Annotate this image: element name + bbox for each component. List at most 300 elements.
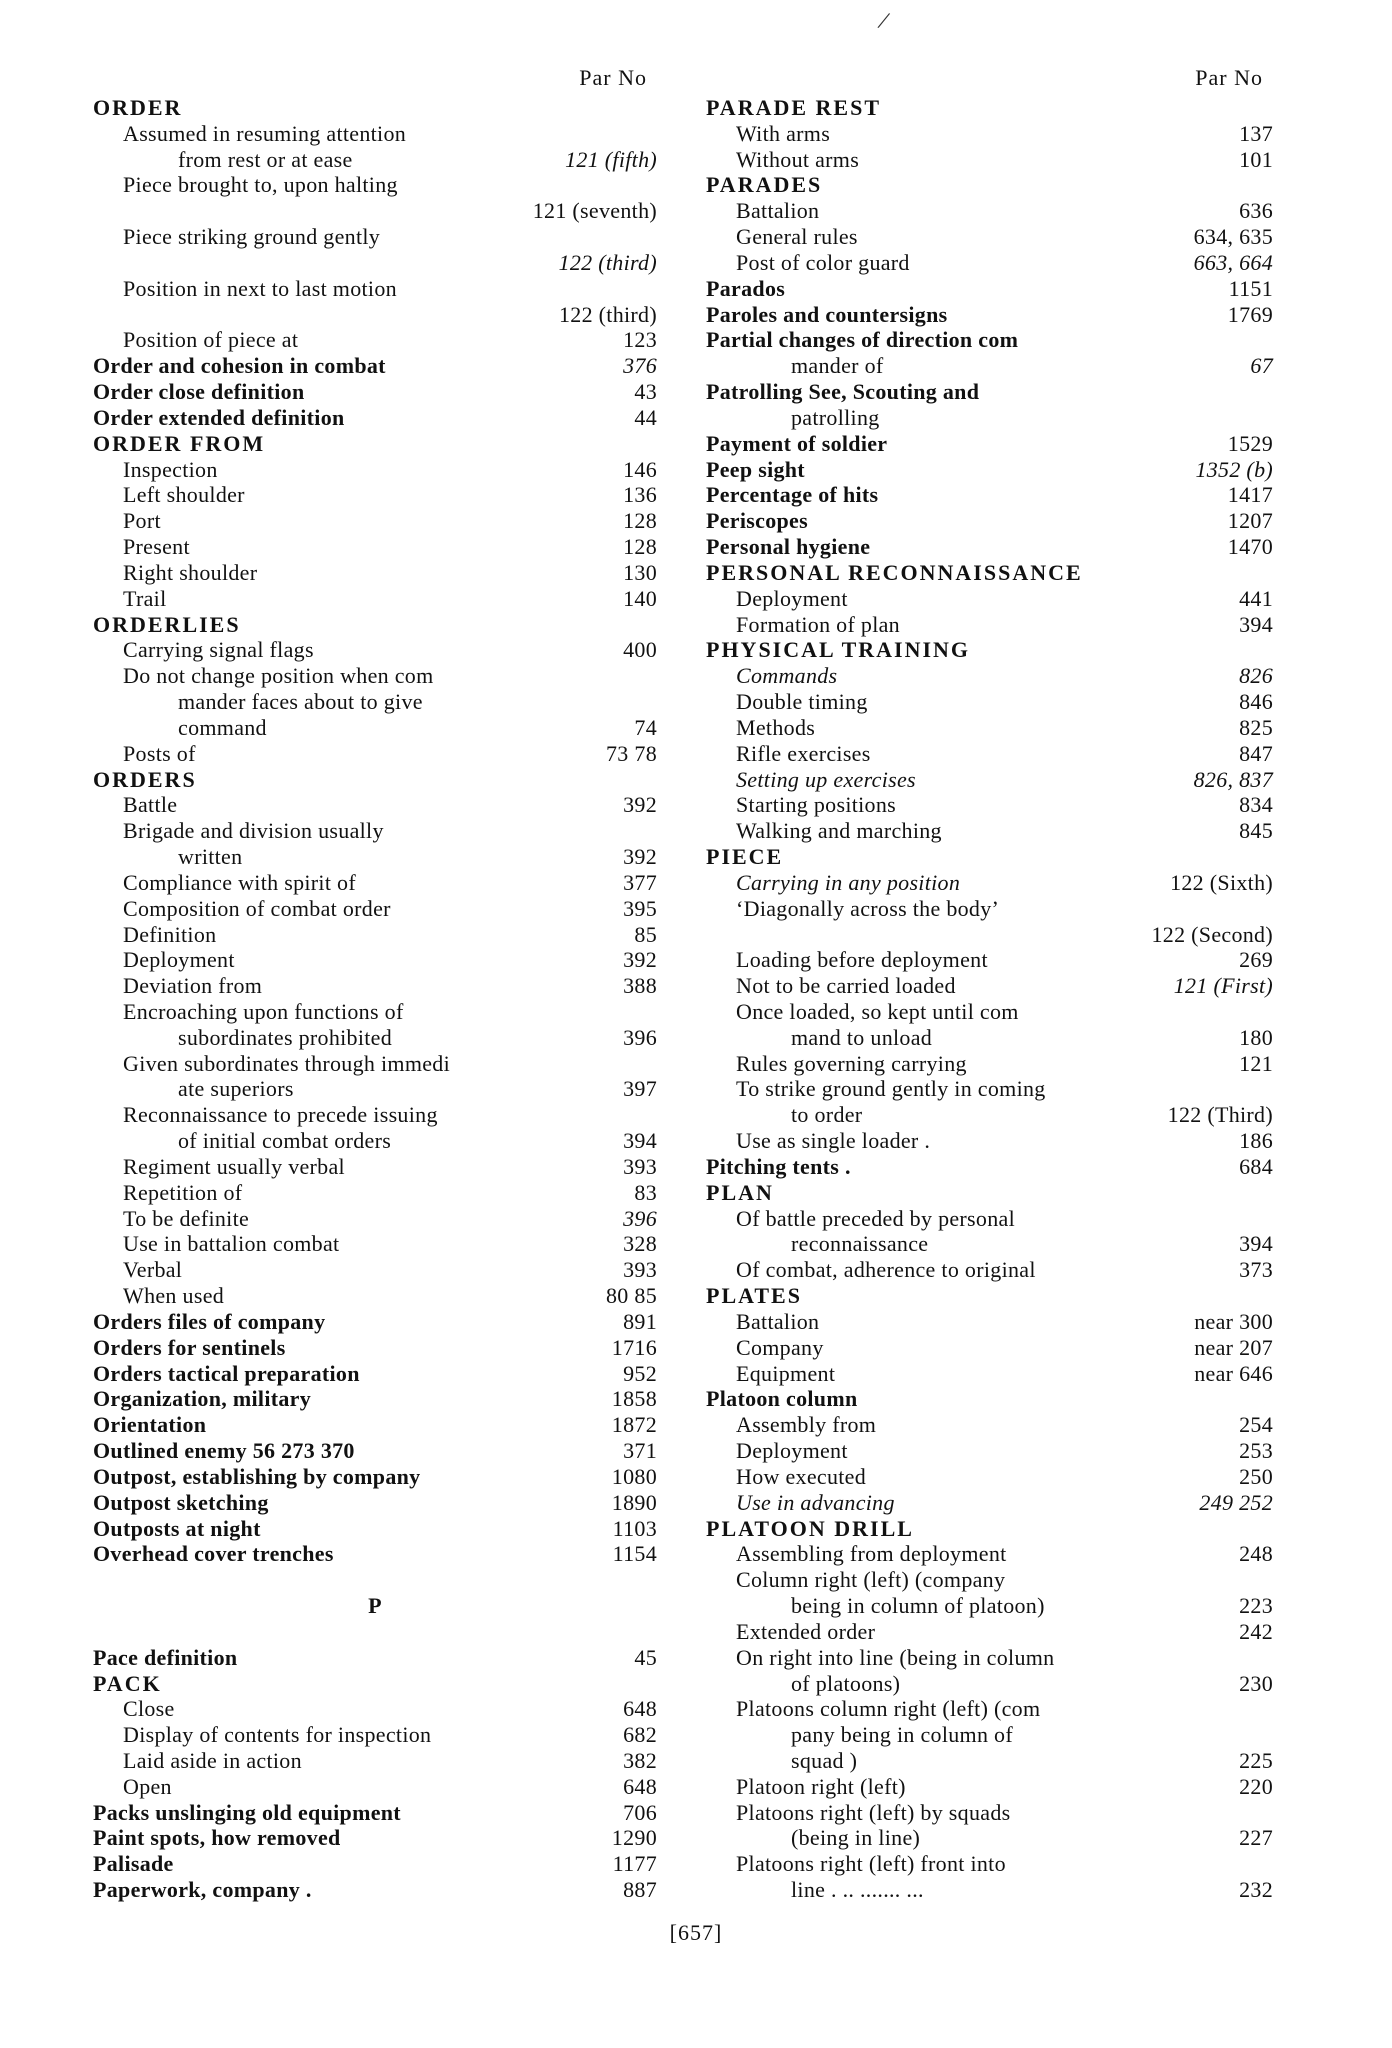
entry-text: Orientation xyxy=(93,1412,207,1438)
entry-text: Compliance with spirit of xyxy=(123,869,356,895)
index-entry xyxy=(706,1361,1273,1387)
paragraph-number: 1858 xyxy=(611,1386,657,1412)
entry-text: Partial changes of direction com xyxy=(706,327,1019,353)
index-entry xyxy=(93,1619,657,1645)
paragraph-number: 373 xyxy=(1239,1257,1273,1283)
entry-text: Percentage of hits xyxy=(706,482,879,508)
paragraph-number: 242 xyxy=(1239,1618,1273,1644)
paragraph-number: 394 xyxy=(1239,1231,1273,1257)
index-entry xyxy=(93,637,657,663)
paragraph-number: 249 252 xyxy=(1199,1489,1273,1515)
entry-text: ORDERLIES xyxy=(93,611,241,637)
entry-text: Periscopes xyxy=(706,508,808,534)
entry-text: Use in advancing xyxy=(736,1489,895,1515)
index-entry xyxy=(706,1800,1273,1826)
entry-text: Close xyxy=(123,1696,175,1722)
index-entry xyxy=(93,405,657,431)
index-entry xyxy=(706,870,1273,896)
entry-text: subordinates prohibited xyxy=(178,1024,393,1050)
paragraph-number: 128 xyxy=(623,534,657,560)
entry-text: Outlined enemy 56 273 370 xyxy=(93,1438,355,1464)
index-entry xyxy=(93,792,657,818)
index-entry xyxy=(706,1774,1273,1800)
index-entry xyxy=(706,1490,1273,1516)
index-entry xyxy=(706,1309,1273,1335)
paragraph-number: 845 xyxy=(1239,818,1273,844)
paragraph-number: 122 (Second) xyxy=(1151,921,1273,947)
entry-text: Position of piece at xyxy=(123,327,299,353)
paragraph-number: 834 xyxy=(1239,792,1273,818)
paragraph-number: 85 xyxy=(634,921,657,947)
entry-text: Double timing xyxy=(736,689,868,715)
index-entry xyxy=(706,327,1273,353)
paragraph-number: 382 xyxy=(623,1748,657,1773)
index-entry xyxy=(706,1722,1273,1748)
entry-text: PLATOON DRILL xyxy=(706,1515,914,1541)
index-entry xyxy=(93,1825,657,1851)
entry-text: patrolling xyxy=(791,404,880,430)
paragraph-number: 180 xyxy=(1239,1024,1273,1050)
paragraph-number: 891 xyxy=(623,1308,657,1334)
entry-text: Paperwork, company . xyxy=(93,1877,312,1903)
index-entry xyxy=(93,121,657,147)
entry-text: To be definite xyxy=(123,1205,250,1231)
entry-text: ORDERS xyxy=(93,766,197,792)
index-entry xyxy=(706,973,1273,999)
paragraph-number: 254 xyxy=(1239,1412,1273,1438)
paragraph-number: 371 xyxy=(623,1438,657,1464)
index-entry xyxy=(93,715,657,741)
index-heading xyxy=(93,431,657,457)
index-heading xyxy=(706,637,1273,663)
entry-text: being in column of platoon) xyxy=(791,1593,1045,1619)
paragraph-number: 1890 xyxy=(611,1489,657,1515)
index-entry xyxy=(706,482,1273,508)
index-entry xyxy=(93,818,657,844)
entry-text: Paroles and countersigns xyxy=(706,301,948,327)
entry-text: Reconnaissance to precede issuing xyxy=(123,1102,438,1128)
index-entry xyxy=(706,276,1273,302)
entry-text: Pitching tents . xyxy=(706,1153,851,1179)
index-entry xyxy=(706,1206,1273,1232)
index-entry xyxy=(706,121,1273,147)
entry-text: Given subordinates through immedi xyxy=(123,1050,451,1076)
index-column-left xyxy=(93,65,657,1903)
index-entry xyxy=(93,1516,657,1542)
paragraph-number: 396 xyxy=(623,1205,657,1231)
entry-text: mander faces about to give xyxy=(178,689,423,715)
index-entry xyxy=(706,767,1273,793)
entry-text: ORDER xyxy=(93,95,183,120)
entry-text: On right into line (being in column xyxy=(736,1644,1055,1670)
paragraph-number: 80 85 xyxy=(606,1283,657,1309)
index-entry xyxy=(93,1102,657,1128)
index-entry xyxy=(706,534,1273,560)
entry-text: Post of color guard xyxy=(736,249,910,275)
entry-text: Battalion xyxy=(736,1308,820,1334)
index-entry xyxy=(706,715,1273,741)
entry-text: Of combat, adherence to original xyxy=(736,1257,1036,1283)
entry-text: Loading before deployment xyxy=(736,947,988,973)
entry-text: Column right (left) (company xyxy=(736,1567,1006,1593)
index-entry xyxy=(93,250,657,276)
paragraph-number: 253 xyxy=(1239,1438,1273,1464)
paragraph-number: 269 xyxy=(1239,947,1273,973)
entry-text: Platoons right (left) front into xyxy=(736,1851,1006,1877)
entry-text: Peep sight xyxy=(706,456,805,482)
entry-text: Verbal xyxy=(123,1257,183,1283)
paragraph-number: 887 xyxy=(623,1877,657,1903)
paragraph-number: 230 xyxy=(1239,1670,1273,1696)
entry-text: Assembly from xyxy=(736,1412,877,1438)
entry-text: Piece brought to, upon halting xyxy=(123,172,398,198)
paragraph-number: 232 xyxy=(1239,1877,1273,1903)
paragraph-number: near 300 xyxy=(1194,1308,1273,1334)
index-entry xyxy=(706,947,1273,973)
index-entry xyxy=(706,1877,1273,1903)
index-entry xyxy=(93,508,657,534)
index-entry xyxy=(706,302,1273,328)
entry-text: P xyxy=(368,1593,382,1619)
paragraph-number: 1080 xyxy=(611,1463,657,1489)
index-entry xyxy=(93,534,657,560)
paragraph-number: near 646 xyxy=(1194,1360,1273,1386)
index-entry xyxy=(93,1464,657,1490)
paragraph-number: 663, 664 xyxy=(1193,249,1273,275)
entry-text: Carrying signal flags xyxy=(123,637,314,663)
index-entry xyxy=(93,1051,657,1077)
paragraph-number: 220 xyxy=(1239,1773,1273,1799)
entry-text: PERSONAL RECONNAISSANCE xyxy=(706,559,1083,585)
entry-text: How executed xyxy=(736,1463,867,1489)
entry-text: reconnaissance xyxy=(791,1231,929,1257)
index-entry xyxy=(706,1851,1273,1877)
entry-text: Battle xyxy=(123,792,178,818)
index-entry xyxy=(706,1748,1273,1774)
entry-text: ORDER FROM xyxy=(93,430,266,456)
index-entry xyxy=(93,1076,657,1102)
entry-text: Formation of plan xyxy=(736,611,900,637)
index-heading xyxy=(93,767,657,793)
entry-text: Packs unslinging old equipment xyxy=(93,1799,401,1825)
index-heading xyxy=(706,1283,1273,1309)
paragraph-number: 43 xyxy=(634,379,657,405)
entry-text: ‘Diagonally across the body’ xyxy=(736,895,1000,921)
index-entry xyxy=(93,482,657,508)
entry-text: Deployment xyxy=(736,1438,848,1464)
entry-text: Repetition of xyxy=(123,1179,243,1205)
paragraph-number: 130 xyxy=(623,559,657,585)
paragraph-number: 392 xyxy=(623,792,657,818)
paragraph-number: near 207 xyxy=(1194,1334,1273,1360)
index-entry xyxy=(93,1774,657,1800)
index-entry xyxy=(93,1386,657,1412)
index-entry xyxy=(706,508,1273,534)
index-entry xyxy=(93,379,657,405)
index-entry xyxy=(93,1257,657,1283)
entry-text: Setting up exercises xyxy=(736,766,916,792)
paragraph-number: 648 xyxy=(623,1773,657,1799)
paragraph-number: 377 xyxy=(623,869,657,895)
paragraph-number: 1470 xyxy=(1227,534,1273,560)
par-no-header: Par No xyxy=(579,65,647,90)
entry-text: PIECE xyxy=(706,844,784,870)
index-entry xyxy=(93,1851,657,1877)
index-entry xyxy=(706,1696,1273,1722)
index-entry xyxy=(93,922,657,948)
entry-text: Left shoulder xyxy=(123,482,245,508)
paragraph-number: 1529 xyxy=(1227,430,1273,456)
entry-text: Present xyxy=(123,534,190,560)
entry-text: Trail xyxy=(123,585,167,611)
entry-text: Laid aside in action xyxy=(123,1748,302,1773)
index-entry xyxy=(93,302,657,328)
page-number: [657] xyxy=(669,1920,723,1945)
index-entry xyxy=(706,612,1273,638)
paragraph-number: 101 xyxy=(1239,146,1273,172)
paragraph-number: 634, 635 xyxy=(1193,224,1273,250)
entry-text: PARADE REST xyxy=(706,95,882,120)
entry-text: Posts of xyxy=(123,740,196,766)
entry-text: Assumed in resuming attention xyxy=(123,120,407,146)
paragraph-number: 392 xyxy=(623,844,657,870)
index-entry xyxy=(93,1283,657,1309)
paragraph-number: 128 xyxy=(623,508,657,534)
entry-text: Composition of combat order xyxy=(123,895,391,921)
entry-text: Order extended definition xyxy=(93,404,345,430)
paragraph-number: 186 xyxy=(1239,1128,1273,1154)
entry-text: Order and cohesion in combat xyxy=(93,353,386,379)
index-entry xyxy=(706,792,1273,818)
index-entry xyxy=(706,1464,1273,1490)
paragraph-number: 122 (third) xyxy=(558,301,657,327)
index-entry xyxy=(706,405,1273,431)
index-heading xyxy=(93,1671,657,1697)
paragraph-number: 121 (seventh) xyxy=(532,198,657,224)
index-entry xyxy=(93,947,657,973)
paragraph-number: 393 xyxy=(623,1257,657,1283)
entry-text: Orders tactical preparation xyxy=(93,1360,360,1386)
paragraph-number: 826, 837 xyxy=(1193,766,1273,792)
entry-text: Use in battalion combat xyxy=(123,1231,340,1257)
entry-text: Commands xyxy=(736,663,838,689)
paragraph-number: 136 xyxy=(623,482,657,508)
index-entry xyxy=(93,689,657,715)
entry-text: Do not change position when com xyxy=(123,663,434,689)
entry-text: Orders files of company xyxy=(93,1308,326,1334)
paragraph-number: 376 xyxy=(623,353,657,379)
index-entry xyxy=(93,147,657,173)
paragraph-number: 328 xyxy=(623,1231,657,1257)
entry-text: PHYSICAL TRAINING xyxy=(706,637,971,663)
index-entry xyxy=(93,1231,657,1257)
index-entry xyxy=(706,1076,1273,1102)
index-entry xyxy=(706,1051,1273,1077)
paragraph-number: 1151 xyxy=(1228,275,1273,301)
paragraph-number: 952 xyxy=(623,1360,657,1386)
entry-text: written xyxy=(178,844,243,870)
entry-text: Port xyxy=(123,508,161,534)
index-entry xyxy=(93,353,657,379)
paragraph-number: 122 (Third) xyxy=(1167,1102,1273,1128)
index-entry xyxy=(93,896,657,922)
index-entry xyxy=(93,1722,657,1748)
entry-text: from rest or at ease xyxy=(178,146,353,172)
entry-text: Battalion xyxy=(736,198,820,224)
paragraph-number: 44 xyxy=(634,404,657,430)
index-entry xyxy=(93,1335,657,1361)
paragraph-number: 227 xyxy=(1239,1825,1273,1851)
paragraph-number: 74 xyxy=(634,714,657,740)
index-entry xyxy=(93,1877,657,1903)
index-entry xyxy=(93,844,657,870)
entry-text: Orders for sentinels xyxy=(93,1334,286,1360)
entry-text: Inspection xyxy=(123,456,218,482)
index-entry xyxy=(93,1025,657,1051)
entry-text: mand to unload xyxy=(791,1024,933,1050)
entry-text: Patrolling See, Scouting and xyxy=(706,379,980,405)
index-entry xyxy=(93,1438,657,1464)
entry-text: Platoon column xyxy=(706,1386,858,1412)
entry-text: Assembling from deployment xyxy=(736,1541,1007,1567)
pencil-mark: / xyxy=(875,5,893,36)
index-entry xyxy=(706,1438,1273,1464)
paragraph-number: 441 xyxy=(1239,585,1273,611)
paragraph-number: 392 xyxy=(623,947,657,973)
entry-text: Definition xyxy=(123,921,217,947)
entry-text: Paint spots, how removed xyxy=(93,1825,341,1851)
index-entry xyxy=(93,1567,657,1593)
index-entry xyxy=(706,1231,1273,1257)
entry-text: Right shoulder xyxy=(123,559,258,585)
index-entry xyxy=(706,1671,1273,1697)
index-entry xyxy=(93,1748,657,1774)
entry-text: Rules governing carrying xyxy=(736,1050,967,1076)
paragraph-number: 122 (Sixth) xyxy=(1170,869,1273,895)
index-entry xyxy=(706,1593,1273,1619)
index-entry xyxy=(706,1825,1273,1851)
entry-text: Brigade and division usually xyxy=(123,818,384,844)
index-entry xyxy=(706,999,1273,1025)
paragraph-number: 393 xyxy=(623,1153,657,1179)
index-entry xyxy=(706,1386,1273,1412)
entry-text: Order close definition xyxy=(93,379,305,405)
paragraph-number: 394 xyxy=(1239,611,1273,637)
entry-text: Payment of soldier xyxy=(706,430,888,456)
index-entry xyxy=(706,379,1273,405)
entry-text: Piece striking ground gently xyxy=(123,224,381,250)
entry-text: (being in line) xyxy=(791,1825,921,1851)
entry-text: Personal hygiene xyxy=(706,534,871,560)
entry-text: to order xyxy=(791,1102,863,1128)
paragraph-number: 45 xyxy=(634,1644,657,1670)
index-entry xyxy=(706,741,1273,767)
paragraph-number: 121 (First) xyxy=(1173,973,1273,999)
index-entry xyxy=(706,224,1273,250)
index-entry xyxy=(706,1645,1273,1671)
paragraph-number: 394 xyxy=(623,1128,657,1154)
paragraph-number: 395 xyxy=(623,895,657,921)
paragraph-number: 225 xyxy=(1239,1748,1273,1773)
entry-text: Rifle exercises xyxy=(736,740,871,766)
entry-text: Outpost, establishing by company xyxy=(93,1463,421,1489)
index-entry xyxy=(93,999,657,1025)
paragraph-number: 140 xyxy=(623,585,657,611)
index-entry xyxy=(93,1361,657,1387)
index-entry xyxy=(93,1154,657,1180)
paragraph-number: 1352 (b) xyxy=(1195,456,1273,482)
index-entry xyxy=(93,586,657,612)
index-entry xyxy=(93,224,657,250)
index-column-right xyxy=(706,65,1273,1903)
index-entry xyxy=(706,457,1273,483)
index-entry xyxy=(93,172,657,198)
index-entry xyxy=(93,457,657,483)
par-no-header: Par No xyxy=(1195,65,1263,90)
index-heading xyxy=(706,95,1273,121)
index-entry xyxy=(93,327,657,353)
index-entry xyxy=(93,198,657,224)
entry-text: Platoons column right (left) (com xyxy=(736,1696,1041,1722)
index-entry xyxy=(93,870,657,896)
index-heading xyxy=(706,844,1273,870)
paragraph-number: 73 78 xyxy=(606,740,657,766)
entry-text: To strike ground gently in coming xyxy=(736,1076,1046,1102)
entry-text: line . .. ....... ... xyxy=(791,1877,924,1903)
index-entry xyxy=(706,689,1273,715)
index-entry xyxy=(706,896,1273,922)
index-heading xyxy=(706,560,1273,586)
paragraph-number: 67 xyxy=(1250,353,1273,379)
paragraph-number: 146 xyxy=(623,456,657,482)
entry-text: Palisade xyxy=(93,1851,174,1877)
entry-text: Methods xyxy=(736,714,816,740)
entry-text: General rules xyxy=(736,224,858,250)
paragraph-number: 846 xyxy=(1239,689,1273,715)
entry-text: Open xyxy=(123,1773,172,1799)
entry-text: Extended order xyxy=(736,1618,876,1644)
entry-text: Overhead cover trenches xyxy=(93,1541,334,1567)
section-letter xyxy=(93,1593,657,1619)
index-heading xyxy=(706,1516,1273,1542)
entry-text: Use as single loader . xyxy=(736,1128,931,1154)
entry-text: mander of xyxy=(791,353,884,379)
index-entry xyxy=(706,1412,1273,1438)
index-entry xyxy=(706,586,1273,612)
entry-text: Platoon right (left) xyxy=(736,1773,906,1799)
entry-text: Pace definition xyxy=(93,1644,238,1670)
index-entry xyxy=(93,663,657,689)
entry-text: Without arms xyxy=(736,146,860,172)
entry-text: Equipment xyxy=(736,1360,836,1386)
entry-text: Once loaded, so kept until com xyxy=(736,998,1019,1024)
paragraph-number: 1417 xyxy=(1227,482,1273,508)
index-entry xyxy=(706,1619,1273,1645)
index-entry xyxy=(93,741,657,767)
paragraph-number: 847 xyxy=(1239,740,1273,766)
paragraph-number: 83 xyxy=(634,1179,657,1205)
entry-text: Company xyxy=(736,1334,824,1360)
index-entry xyxy=(93,973,657,999)
paragraph-number: 1290 xyxy=(611,1825,657,1851)
paragraph-number: 636 xyxy=(1239,198,1273,224)
entry-text: Starting positions xyxy=(736,792,897,818)
paragraph-number: 1716 xyxy=(611,1334,657,1360)
paragraph-number: 648 xyxy=(623,1696,657,1722)
paragraph-number: 1154 xyxy=(612,1541,657,1567)
paragraph-number: 250 xyxy=(1239,1463,1273,1489)
entry-text: Of battle preceded by personal xyxy=(736,1205,1015,1231)
